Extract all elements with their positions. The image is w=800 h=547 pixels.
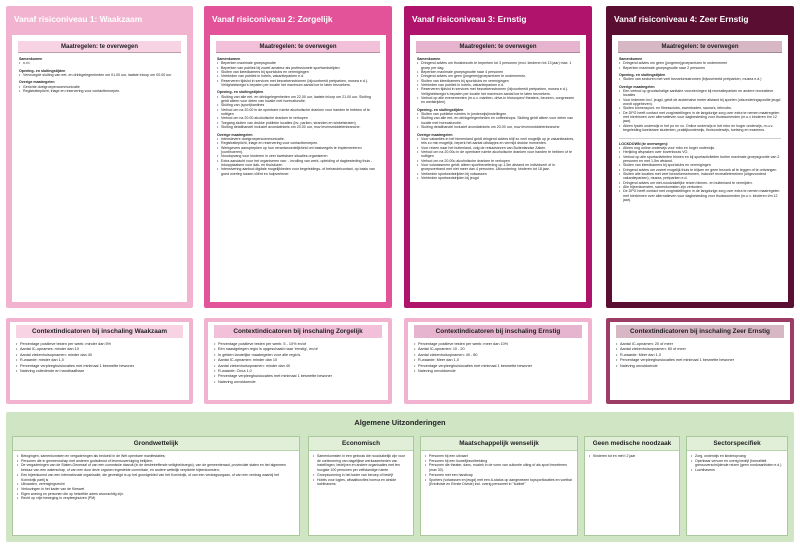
section-heading: Opening- en sluitingstijden [619,73,666,78]
context-item: • Aantal ziekenhuisopnamen: minder dan 40 [214,364,382,369]
measure-list [19,73,180,77]
exception-list [687,451,787,476]
lockdown-item: • De DPG heeft contact met zorginstellingen in de langdurige zorg over extra te nemen maatregelen met hierbinnen over alternatieven voor dagbesteding voor thuiswonenden (m.u.v. kinderen t/m 12 jaar). [619,189,781,202]
measure-list [619,77,781,81]
exception-item: • Personen bij een huwelijksvoltrekking [425,459,573,464]
measures-body [613,57,787,202]
measure-list [619,89,781,132]
context-item: • Naleving onvoldoende [414,369,582,374]
measure-item: • Sluiting van alle eet- en drinkgelegenheden om 22.00 uur, laatste inloop om 21.00 uur. Sluiting geldt alleen voor delen van locatie met horecafunctie. [217,95,379,104]
measure-item: • Beperken maximale groepsgrootte naar 4 personen [417,70,579,74]
measure-item: • Sluiten van publieke ruimtes in (onderwijs)instellingen [417,112,579,116]
lockdown-item: • Sluiten van kleedkamers bij sportclubs en verenigingen [619,163,781,167]
measure-item: • Sluiting detailhandel inclusief avondwinkels om 20.00 uur, muv levensmiddelenbranche [417,125,579,129]
context-item: • Naleving onvoldoende [616,364,784,369]
panel-title: Maatregelen: te overwegen [416,41,580,53]
context-list [214,342,382,385]
measure-item: • Verbod om na 20.00u alcoholische dranken te verkopen [417,159,579,163]
exception-column-title: Grondwettelijk [13,437,299,451]
measure-item: • Verbod om na 20.00 in de openbare ruimte alcoholische dranken voor handen te hebben of te nuttigen [217,108,379,117]
measure-list [417,61,579,104]
exception-column-title: Economisch [309,437,413,451]
measure-item: • Noodopvang voor kinderen in zeer kwetsbare situaties organiseren [217,154,379,158]
context-item: • Aantal ziekenhuisopnamen: minder dan 40 [16,353,183,358]
context-item: • Percentage verpleeghuislocaties met minimaal 1 besmette bewoner [414,364,582,369]
measure-item: • Voor reizen naar het buitenland, volg de reisadviezen van Buitenlandse Zaken. [417,146,579,150]
measure-item: • Sluiten binnensport- en fitnessclubs, zwembaden, sauna's, telecubs. [619,106,781,110]
context-title: Contextindicatoren bij inschaling Zeer Ernstig [616,325,784,338]
context-item: • Percentage positieve testen per week: minder dan 5% [16,342,183,347]
section-heading: Samenkomen [217,57,241,61]
lockdown-item: • Alleen nog online onderwijs voor mbo en hoger onderwijs. [619,146,781,150]
context-item: • Naleving volledende en handhaafbaar [16,369,183,374]
exception-item: • Kinderen tot en met t 2 jaar [589,454,675,459]
section-heading: Overige maatregelen [19,80,55,85]
measure-list [19,61,180,65]
measure-item: • Dringend advies om geen (jongeren)groepsreizen te ondernemen [619,61,781,65]
context-item: • R-waarde: Meer dan 1,0 [616,353,784,358]
measure-list [619,61,781,70]
measure-item: • Beperken maximale groepsgrootte naar 2 personen [619,66,781,70]
exception-list [421,451,577,490]
measure-item: • Sluiten van kleedkamers bij sportclubs en verenigingen [217,70,379,74]
level-column-1 [6,6,193,308]
context-item: • Percentage verpleeghuislocaties met minimaal 1 besmette bewoner [16,364,183,369]
context-title: Contextindicatoren bij inschaling Ernstig [414,325,582,338]
lockdown-list [619,146,781,202]
exception-column-title: Geen medische noodzaak [585,437,679,451]
context-item: • Aantal IC-opnamen: 10 - 20 [414,347,582,352]
exception-item: • Een bijeenkomst van een internationale organisatie, die gevestigd is op het grondgebied van het Koninkrijk, of van een verdragsorgaan, of van een verdrag waarbij het Koninkrijk partij is [17,473,295,482]
measure-item: • Toegang sluiten van drukke publieke locaties (bv- parken, stranden en winkelstraten) [217,121,379,125]
exception-item: • Personen met een handicap [425,473,573,478]
level-title: Vanaf risiconiveau 2: Zorgelijk [212,14,333,24]
measure-item: • Sluiting van alle eet- en drinkgelegenheden en coffeeshops. Sluiting geldt alleen voor delen van locatie met horecafunctie. [417,116,579,125]
measure-item: • Intensivering aanbod digitale mogelijkheden voor begeleidings- of behandelcontact, op basis van goed overleg tussen cliënt en hulpverlener. [217,167,379,176]
section-heading: Overige maatregelen [217,132,253,137]
lockdown-item: • Alle bijeenkomsten, samenkomsten zijn verboden. [619,185,781,189]
exception-item: • Betogingen, samenkomsten en vergaderingen als bedoeld in de Wet openbare manifestaties; [17,454,295,459]
context-title: Contextindicatoren bij inschaling Zorgelijk [214,325,382,338]
measure-item: • Verbieden sportwedstrijden bij jeugd [417,176,579,180]
exception-list [13,451,299,504]
exception-item: • Personen die in gemeenschap met anderen godsdienst of levensovertuiging belijden; [17,459,295,464]
exception-item: • Openbaar vervoer en overig bedrijf (formaliteit grensoverschrijdende reizen (geen rondvaartboten e.d.) [691,459,783,468]
exception-item: • Eigen woning en personen die op hetzelfde adres woonachtig zijn. [17,492,295,497]
measure-list [217,61,379,87]
section-heading: Overige maatregelen [619,84,655,89]
measure-list [217,137,379,176]
measure-item: • Voor volwassenen geldt; alleen sportbeoefening op 1,5m afstand en individueel of in groepsverband met niet meer dan 4 personen. Uitzondering: kinderen tot 18 jaar. [417,163,579,172]
measure-item: • Dringend advies om geen (jongeren)groepsreizen te ondernemen. [417,74,579,78]
measure-item: • Vervroegde sluiting van eet- en drinkgelegenheden om 01.00 uur, laatste inloop om 00.00 uur [19,73,180,77]
measure-item: • Verbieden van publiek in hotels, vakantieparken e.d. [217,74,379,78]
measure-item: • Gerichte doelgroepencommunicatie [19,85,180,89]
measure-item: • n.v.t. [19,61,180,65]
measures-panel [210,35,386,302]
measure-item: • Sluiting detailhandel inclusief avondwinkels om 20.00 uur, muv levensmiddelenbranche. [217,125,379,129]
panel-title: Maatregelen: te overwegen [618,41,782,53]
context-item: • Aantal ziekenhuisopnamen: 40 - 80 [414,353,582,358]
measure-item: • Dringend advies om thuisbezoek te beperken tot 3 personen (excl. kinderen tot 13 jaar) max. 1 groep per dag. [417,61,579,70]
measure-item: • Verbieden van publiek in hotels, vakantieparken e.d. [417,83,579,87]
exception-item: • Hotels voor logies, afhaalfuncties horeca en airside luchthavens [313,478,409,487]
measure-item: • Alleen fysiek onderwijs in het po en vo. Online onderwijs in het mbo en hoger onderwijs, m.u.v. begeleiding kwetsbare studenten, praktijkonderwijs, thuisonderwijs, toetsing en examens. [619,124,781,133]
measure-item: • Sluiten van kleedkamers bij sportclubs en verenigingen [417,79,579,83]
level-title: Vanaf risiconiveau 1: Waakzaam [14,14,143,24]
section-heading: Samenkomen [417,57,441,61]
general-exceptions-title: Algemene Uitzonderingen [354,417,446,427]
exception-item: • Groepsvorming in het kader van beroep of bedrijf [313,473,409,478]
context-item: • R-waarde: Circa 1,0 [214,369,382,374]
lockdown-item: • Verbod op alle sportactiviteiten binnen en bij sportactiviteiten buiten maximale groepsgrootte van 2 personen en met 1,5m afstand. [619,155,781,164]
measure-item: • Sluiting van (sport)kantines [217,103,379,107]
exception-item: • Zorg, onderwijs en kinderopvang [691,454,783,459]
measure-list [417,137,579,180]
measure-item: • Verbod om na 20.00 alcoholische dranken te verkopen [217,116,379,120]
context-title: Contextindicatoren bij inschaling Waakzaam [16,325,183,338]
exception-item: • Sporters (volwassen en jeugd) met een A-status op aangewezen topsportlocaties en voetbal (Eredivisie en Eerste Divisie) incl. overig personeel in "bubbel" [425,478,573,487]
measures-panel [12,35,187,302]
section-heading: Samenkomen [19,57,43,61]
context-item: • Percentage verpleeghuislocaties met minimaal 1 besmette bewoner [616,358,784,363]
measures-body [211,57,385,176]
context-list [616,342,784,369]
context-box-1 [6,318,193,404]
section-heading: Opening- en sluitingstijden [19,68,66,73]
exception-column-sectorspecifiek [686,436,788,536]
panel-title: Maatregelen: te overwegen [18,41,181,53]
level-column-2 [204,6,392,308]
exception-item: • Samenkomsten in een gebouw die noodzakelijk zijn voor de continuering van dagelijkse werkzaamheden van instellingen, bedrijven en andere organisaties met ten hoogste 100 personen per zelfstandige ruimte [313,454,409,473]
exception-column-grondwettelijk [12,436,300,536]
measure-item: • Reserveren tijdslot in services met bezoekersstromen (bijvoorbeeld pretparken, musea e.d.). Veiligheidsregio's bepalen per locatie het maximum aantal toe te laten bezoekers. [417,87,579,96]
exception-column-title: Maatschappelijk wenselijk [421,437,577,451]
context-item: • In gelden landelijke maatregelen voor alle regio's. [214,353,382,358]
section-heading: Opening- en sluitingstijden [417,107,464,112]
section-heading: Samenkomen [619,57,643,61]
measure-item: • Registratieplicht, triage en reservering voor contactberoepen. [19,89,180,93]
level-title: Vanaf risiconiveau 4: Zeer Ernstig [614,14,749,24]
exception-item: • Recht op vrije beweging in verpleeghuizen (PM) [17,496,295,501]
context-item: • Percentage verpleeghuislocaties met minimaal 1 besmette bewoner [214,374,382,379]
measures-panel [612,35,788,302]
measure-item: • Een verbod op grootschalige sanitaire voorzieningen bij recreatieparken en andere recreatieve locaties [619,89,781,98]
general-exceptions [6,412,794,542]
context-item: • Aantal IC-opnamen: minder dan 10 [214,358,382,363]
exception-column-title: Sectorspecifiek [687,437,787,451]
measure-item: • Beperken maximale groepsgrootte [217,61,379,65]
measure-item: • Voor iedereen incl. jeugd, geldt de anderhalve meter afstand bij sporten (uitzonderingspositie jeugd wordt opgeheven). [619,98,781,107]
context-item: • Percentage positieve testen per week: 5 - 10% en/of [214,342,382,347]
measure-item: • Intensievere doelgroepencommunicatie. [217,137,379,141]
context-box-3 [404,318,592,404]
measure-item: • Voor vakanties in het binnenland geldt dringend advies blijf zo veel mogelijk op je vakantieadres, reis zo min mogelijk, beperk het aantal uitstapjes en vermijd drukke momenten. [417,137,579,146]
lockdown-item: • Dringend advies om niet-noodzakelijke reizen binnen- en buitenland te vermijden. [619,181,781,185]
measure-item: • Verbod op alle evenementen (m.u.v. markten, drive-in bioscopen/ theaters, beurzen, congressen en wedstrijden) [417,96,579,105]
lockdown-heading: LOCKDOWN (te overwegen): [619,138,781,146]
context-list [16,342,183,374]
exception-column-medisch [584,436,680,536]
exception-list [309,451,413,490]
context-item: • Naleving onvoldoende [214,380,382,385]
context-item: • Aantal IC-opnames: minder dan 10 [16,347,183,352]
measure-item: • Extra aandacht voor het organiseren van: - invulling van werk, opleiding of dagbesteding thuis - inloopplaatsen voor dak- en thuislozen [217,159,379,168]
context-item: • Aantal ziekenhuisopnamen: 80 of meer [616,347,784,352]
exception-item: • De vergaderingen van de Staten-Generaal of van een commissie daaruit (in de desbetreffende veiligheidsregio), van de gemeenteraad, provinciale staten en het algemeen bestuur van een waterschap, of van een door deze organen ingestelde commissie, en andere wettelijk verplichte bijeenkomsten; [17,463,295,472]
exception-list [585,451,679,462]
context-box-4 [606,318,794,404]
measure-item: • Sluiten van sectoren met veel bezoekersstromen (bijvoorbeeld pretparken, musea e.d.) [619,77,781,81]
measures-body [411,57,585,180]
exception-item: • Verkozingen in het kader van de Kieswet [17,487,295,492]
section-heading: Opening- en sluitingstijden [217,90,264,95]
measure-list [19,85,180,94]
context-item: • Percentage positieve testen per week: meer dan 10% [414,342,582,347]
lockdown-item: • Sluiten alle locaties met veel bezoekersstromen, inclusief recreatieterreinen (uitgezonderd vakantieparken), musea, pretparken e.d. [619,172,781,181]
section-heading: Overige maatregelen [417,132,453,137]
measures-body [13,57,186,93]
measure-item: • Beperken van publiek bij zowel amateur als professionele sportwedstrijden [217,66,379,70]
context-box-2 [204,318,392,404]
exception-column-economisch [308,436,414,536]
measure-list [217,95,379,130]
exception-item: • Personen die theater, dans, muziek in de vorm van culturele uiting of als sport beoefenen (max 30). [425,463,573,472]
context-item: • R-waarde: minder dan 1,0 [16,358,183,363]
measure-item: • Reserveren tijdslot in services met bezoekersstromen (bijvoorbeeld pretparken, musea e.d.). Veiligheidsregio's bepalen per locatie het maximum aantal toe te laten bezoekers. [217,79,379,88]
measures-panel [410,35,586,302]
context-item: • Aantal IC-opnamen: 20 of meer [616,342,784,347]
measure-item: • De DPG heeft contact met zorginstellingen in de langdurige zorg over extra te nemen maatregelen met hierbinnen over alternatieven voor dagbesteding voor thuiswonenden (m.u.v kinderen t/m 12 jaar). [619,111,781,124]
measure-item: • Verbod om na 20.00u in de openbare ruimte alcoholische dranken voor handen te hebben of te nuttigen [417,150,579,159]
panel-title: Maatregelen: te overwegen [216,41,380,53]
level-column-3 [404,6,592,308]
context-item: • R-waarde: Meer dan 1,0 [414,358,582,363]
measure-item: • Werkgevers aansprepken op hun verantwoordelijkheid om basisregels te implementeren (continueren). [217,146,379,155]
exception-item: • Uitvaarten, verenigingsrecht [17,482,295,487]
exception-item: • Personen bij een uitvaart [425,454,573,459]
measure-list [417,112,579,129]
measure-item: • Registratieplicht, triage en reservering voor contactberoepen. [217,141,379,145]
level-column-4 [606,6,794,308]
level-title: Vanaf risiconiveau 3: Ernstig [412,14,527,24]
exception-item: • Luchthavens [691,468,783,473]
context-item: • Eén naastgelegen regio is opgeschaald naar 'ernstig', en/of [214,347,382,352]
exception-column-maatschappelijk [420,436,578,536]
lockdown-item: • Herijking afspraken over bovenbouw VO. [619,150,781,154]
measure-item: • Verbieden sportwedstrijden bij volwassen [417,172,579,176]
lockdown-item: • Dringend advies om zoveel mogelijk thuis te blijven en geen bezoek af te leggen of te ontvangen [619,168,781,172]
context-list [414,342,582,374]
